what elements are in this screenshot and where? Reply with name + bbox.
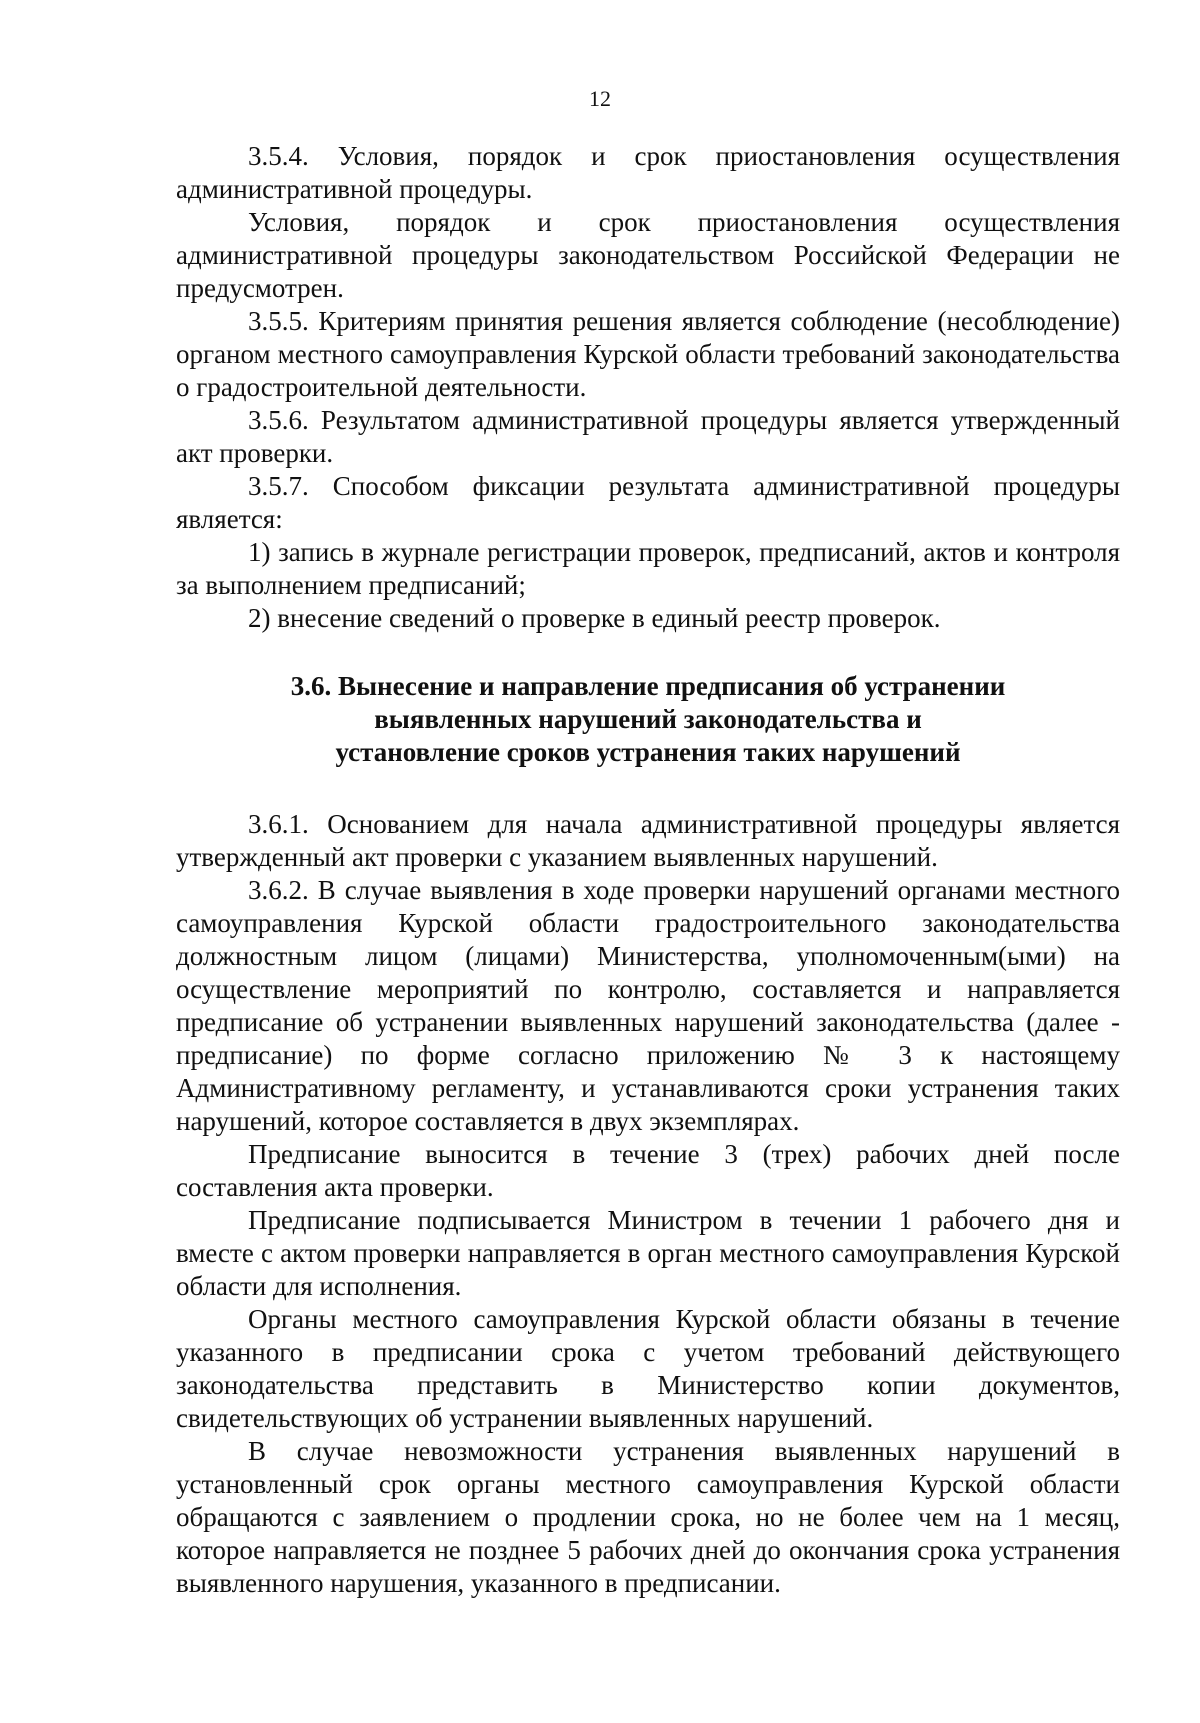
document-body xyxy=(176,140,1120,1600)
page-number: 12 xyxy=(589,86,611,111)
paragraph-3-5-7: 3.5.7. Способом фиксации результата административной процедуры является: xyxy=(176,471,1120,534)
section-heading-line-3: установление сроков устранения таких нарушений xyxy=(335,737,961,767)
paragraph-prescription-signed: Предписание подписывается Министром в течении 1 рабочего дня и вместе с актом проверки направляется в орган местного самоуправления Курской области для исполнения. xyxy=(176,1205,1120,1301)
paragraph-suspension-conditions: Условия, порядок и срок приостановления осуществления административной процедуры законодательством Российской Федерации не предусмотрен. xyxy=(176,207,1120,303)
paragraph-3-5-4: 3.5.4. Условия, порядок и срок приостановления осуществления административной процедуры. xyxy=(176,141,1120,204)
paragraph-prescription-issued: Предписание выносится в течение 3 (трех) рабочих дней после составления акта проверки. xyxy=(176,1139,1120,1202)
section-heading-line-1: 3.6. Вынесение и направление предписания об устранении xyxy=(290,671,1006,701)
paragraph-local-authorities-obliged: Органы местного самоуправления Курской области обязаны в течение указанного в предписании срока с учетом требований действующего законодательства представить в Министерство копии документов, свидетельствующих об устранении выявленных нарушений. xyxy=(176,1304,1120,1433)
list-item-2: 2) внесение сведений о проверке в единый реестр проверок. xyxy=(248,603,941,633)
paragraph-extension-request: В случае невозможности устранения выявленных нарушений в установленный срок органы местного самоуправления Курской области обращаются с заявлением о продлении срока, но не более чем на 1 месяц, которое направляется не позднее 5 рабочих дней до окончания срока устранения выявленного нарушения, указанного в предписании. xyxy=(176,1436,1120,1598)
paragraph-3-6-1: 3.6.1. Основанием для начала административной процедуры является утвержденный акт проверки с указанием выявленных нарушений. xyxy=(176,809,1120,872)
paragraph-3-6-2: 3.6.2. В случае выявления в ходе проверки нарушений органами местного самоуправления Курской области градостроительного законодательства должностным лицом (лицами) Министерства, уполномоченным(ыми) на осуществление мероприятий по контролю, составляется и направляется предписание об устранении выявленных нарушений законодательства (далее - предписание) по форме согласно приложению № 3 к настоящему Административному регламенту, и устанавливаются сроки устранения таких нарушений, которое составляется в двух экземплярах. xyxy=(176,875,1120,1136)
section-heading-line-2: выявленных нарушений законодательства и xyxy=(374,704,922,734)
paragraph-3-5-6: 3.5.6. Результатом административной процедуры является утвержденный акт проверки. xyxy=(176,405,1120,468)
list-item-1: 1) запись в журнале регистрации проверок, предписаний, актов и контроля за выполнением предписаний; xyxy=(176,537,1120,600)
section-heading-3-6 xyxy=(176,670,1120,769)
paragraph-3-5-5: 3.5.5. Критериям принятия решения является соблюдение (несоблюдение) органом местного самоуправления Курской области требований законодательства о градостроительной деятельности. xyxy=(176,306,1120,402)
